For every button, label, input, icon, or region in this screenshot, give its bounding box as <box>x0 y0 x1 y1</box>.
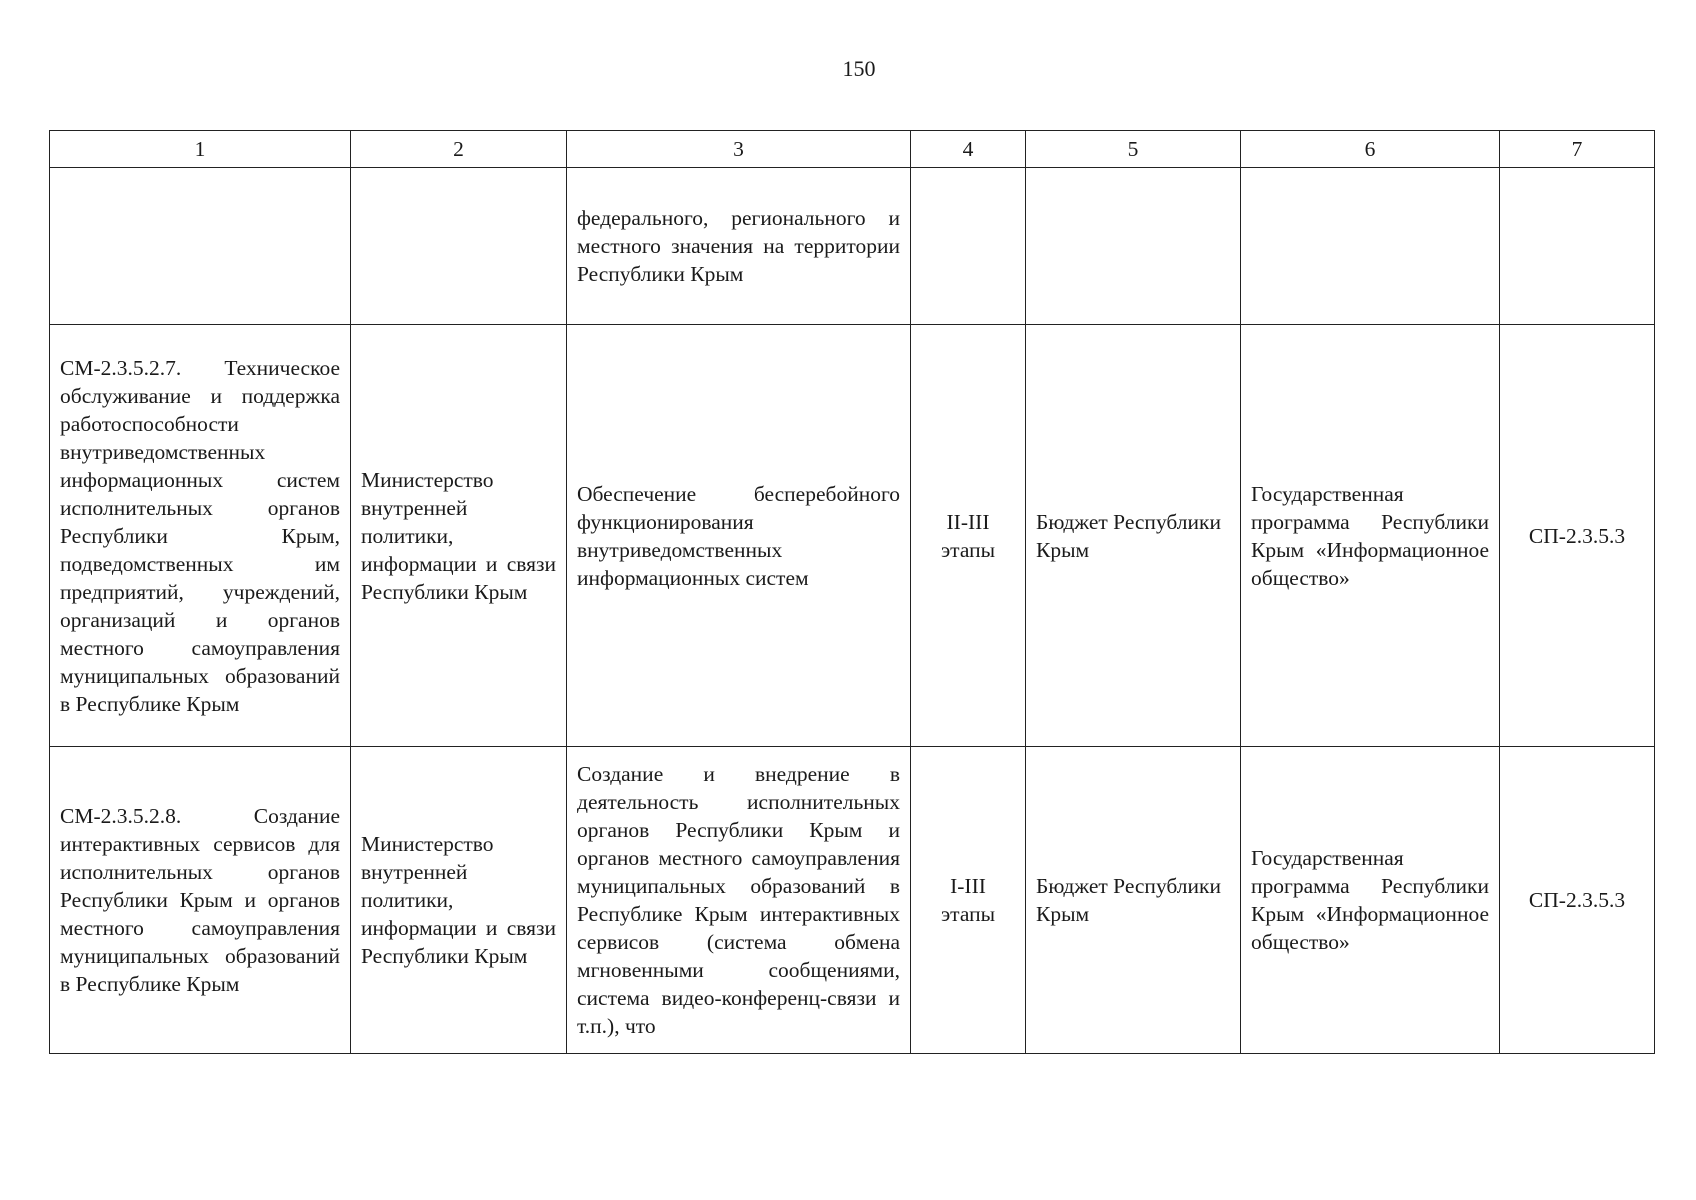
program-cell: Государственная программа Республики Крым «Информационное общество» <box>1241 747 1500 1054</box>
cell-empty <box>351 168 567 325</box>
column-header-1: 1 <box>50 131 351 168</box>
page-number: 150 <box>842 56 876 81</box>
funding-cell: Бюджет Республики Крым <box>1026 747 1241 1054</box>
result-continuation-cell: федерального, регионального и местного значения на территории Республики Крым <box>567 168 911 325</box>
column-header-3: 3 <box>567 131 911 168</box>
table-row-continuation <box>50 168 1655 325</box>
measure-cell: СМ-2.3.5.2.7. Техническое обслуживание и поддержка работоспособности внутриведомственных информационных систем исполнительных органов Республики Крым, подведомственных им предприятий, учреждений, организаций и органов местного самоуправления муниципальных образований в Республике Крым <box>50 325 351 747</box>
result-cell: Создание и внедрение в деятельность исполнительных органов Республики Крым и органов местного самоуправления муниципальных образований в Республике Крым интерактивных сервисов (система обмена мгновенными сообщениями, система видео-конференц-связи и т.п.), что <box>567 747 911 1054</box>
header-row <box>50 131 1655 168</box>
column-header-7: 7 <box>1500 131 1655 168</box>
column-header-5: 5 <box>1026 131 1241 168</box>
cell-empty <box>911 168 1026 325</box>
funding-cell: Бюджет Республики Крым <box>1026 325 1241 747</box>
cell-empty <box>1500 168 1655 325</box>
executor-cell: Министерство внутренней политики, информации и связи Республики Крым <box>351 747 567 1054</box>
table-row <box>50 747 1655 1054</box>
stages-cell: I-III этапы <box>911 747 1026 1054</box>
cell-empty <box>50 168 351 325</box>
column-header-6: 6 <box>1241 131 1500 168</box>
table-row <box>50 325 1655 747</box>
measure-cell: СМ-2.3.5.2.8. Создание интерактивных сервисов для исполнительных органов Республики Крым и органов местного самоуправления муниципальных образований в Республике Крым <box>50 747 351 1054</box>
cell-empty <box>1241 168 1500 325</box>
result-cell: Обеспечение бесперебойного функционирования внутриведомственных информационных систем <box>567 325 911 747</box>
column-header-2: 2 <box>351 131 567 168</box>
executor-cell: Министерство внутренней политики, информации и связи Республики Крым <box>351 325 567 747</box>
code-cell: СП-2.3.5.3 <box>1500 325 1655 747</box>
cell-empty <box>1026 168 1241 325</box>
column-header-4: 4 <box>911 131 1026 168</box>
code-cell: СП-2.3.5.3 <box>1500 747 1655 1054</box>
program-cell: Государственная программа Республики Крым «Информационное общество» <box>1241 325 1500 747</box>
plan-table <box>49 130 1655 1054</box>
stages-cell: II-III этапы <box>911 325 1026 747</box>
